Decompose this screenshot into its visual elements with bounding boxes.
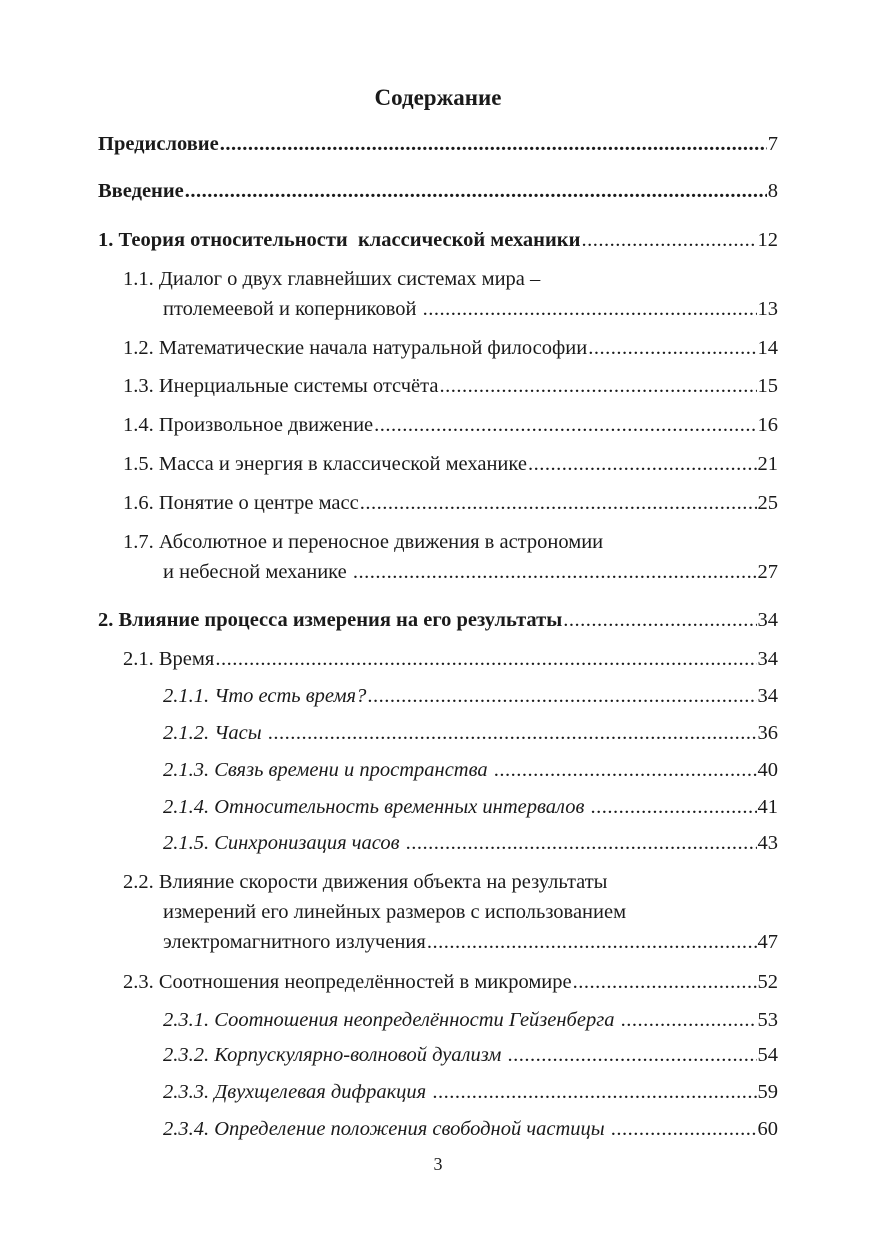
toc-entry-title: 1.6. Понятие о центре масс: [123, 492, 359, 514]
page-title: Содержание: [374, 85, 502, 110]
toc-entry-title: 2.1.1. Что есть время?: [163, 685, 367, 707]
toc-entry-title-line: 1.7. Абсолютное и переносное движения в астрономии: [123, 531, 604, 553]
toc-entry-2-1-1: [163, 682, 778, 710]
toc-entry-title: 2.1.4. Относительность временных интервалов: [163, 796, 590, 818]
toc-entry-2-3: [123, 968, 778, 996]
toc-entry-title: 1.4. Произвольное движение: [123, 414, 374, 436]
toc-entry-page: 13: [757, 298, 778, 320]
toc-entry-chapter-1: [98, 226, 778, 254]
leader-dots: [621, 1006, 757, 1034]
toc-entry-page: 52: [757, 971, 778, 993]
leader-dots: [528, 450, 757, 478]
toc-entry-page: 41: [757, 796, 778, 818]
toc-entry-page: 21: [757, 453, 778, 475]
toc-entry-title: 2.1.5. Синхронизация часов: [163, 832, 405, 854]
leader-dots: [494, 756, 757, 784]
toc-entry-title: птолемеевой и коперниковой: [163, 298, 422, 320]
leader-dots: [423, 295, 757, 323]
leader-dots: [573, 968, 757, 996]
toc-entry-page: 15: [757, 375, 778, 397]
toc-entry-2-3-4: [163, 1115, 778, 1143]
toc-entry-page: 14: [757, 337, 778, 359]
toc-entry-title: 2. Влияние процесса измерения на его результаты: [98, 609, 563, 631]
toc-entry-page: 8: [767, 180, 778, 202]
toc-entry-title: 2.1. Время: [123, 648, 215, 670]
leader-dots: [185, 177, 767, 205]
toc-entry-page: 40: [757, 759, 778, 781]
toc-entry-title: и небесной механике: [163, 561, 352, 583]
toc-entry-page: 34: [757, 609, 778, 631]
toc-entry-preface: [98, 130, 778, 158]
leader-dots: [507, 1041, 756, 1069]
toc-entry-1-6: [123, 489, 778, 517]
toc-entry-1-1: [123, 265, 778, 323]
toc-entry-title: 2.3.4. Определение положения свободной частицы: [163, 1118, 610, 1140]
toc-entry-2-3-1: [163, 1006, 778, 1034]
toc-entry-title-line: 2.2. Влияние скорости движения объекта на результаты: [123, 871, 608, 893]
toc-entry-page: 34: [757, 648, 778, 670]
toc-entry-1-3: [123, 372, 778, 400]
toc-entry-page: 59: [757, 1081, 778, 1103]
toc-entry-title: 2.3.2. Корпускулярно-волновой дуализм: [163, 1044, 507, 1066]
leader-dots: [220, 130, 767, 158]
leader-dots: [406, 829, 757, 857]
toc-entry-page: 7: [767, 133, 778, 155]
toc-entry-title-line: измерений его линейных размеров с использованием: [163, 901, 627, 923]
toc-entry-title: 2.1.3. Связь времени и пространства: [163, 759, 493, 781]
leader-dots: [432, 1078, 756, 1106]
leader-dots: [581, 226, 756, 254]
toc-entry-2-1-4: [163, 793, 778, 821]
toc-entry-title: 2.1.2. Часы: [163, 722, 267, 744]
leader-dots: [427, 928, 757, 956]
leader-dots: [367, 682, 756, 710]
toc-entry-page: 12: [757, 229, 778, 251]
toc-entry-page: 47: [757, 931, 778, 953]
toc-entry-title: Введение: [98, 180, 184, 202]
toc-entry-page: 60: [757, 1118, 778, 1140]
toc-entry-title: 1. Теория относительности классической механики: [98, 229, 581, 251]
toc-entry-page: 16: [757, 414, 778, 436]
toc-entry-2-3-2: [163, 1041, 778, 1069]
toc-entry-page: 54: [757, 1044, 778, 1066]
toc-entry-title: 2.3.3. Двухщелевая дифракция: [163, 1081, 432, 1103]
toc-entry-page: 34: [757, 685, 778, 707]
toc-entry-page: 27: [757, 561, 778, 583]
leader-dots: [611, 1115, 757, 1143]
leader-dots: [563, 606, 756, 634]
toc-entry-2-3-3: [163, 1078, 778, 1106]
toc-entry-1-2: [123, 334, 778, 362]
leader-dots: [353, 558, 757, 586]
leader-dots: [215, 645, 756, 673]
leader-dots: [374, 411, 756, 439]
toc-entry-title: Предисловие: [98, 133, 219, 155]
toc-entry-page: 53: [757, 1009, 778, 1031]
toc-entry-2-1-3: [163, 756, 778, 784]
toc-entry-page: 43: [757, 832, 778, 854]
toc-entry-introduction: [98, 177, 778, 205]
toc-entry-title: 2.3. Соотношения неопределённостей в микромире: [123, 971, 572, 993]
toc-entry-page: 25: [757, 492, 778, 514]
toc-entry-chapter-2: [98, 606, 778, 634]
leader-dots: [439, 372, 756, 400]
leader-dots: [590, 793, 756, 821]
toc-entry-title: 2.3.1. Соотношения неопределённости Гейзенберга: [163, 1009, 620, 1031]
toc-entry-2-1-2: [163, 719, 778, 747]
page-number: 3: [433, 1154, 443, 1174]
toc-entry-title: электромагнитного излучения: [163, 931, 426, 953]
toc-entry-title-line: 1.1. Диалог о двух главнейших системах мира –: [123, 268, 541, 290]
toc-entry-title: 1.2. Математические начала натуральной философии: [123, 337, 588, 359]
toc-entry-1-5: [123, 450, 778, 478]
toc-entry-page: 36: [757, 722, 778, 744]
toc-entry-2-2: [123, 868, 778, 956]
toc-entry-2-1-5: [163, 829, 778, 857]
toc-entry-title: 1.3. Инерциальные системы отсчёта: [123, 375, 439, 397]
leader-dots: [268, 719, 757, 747]
toc-entry-2-1: [123, 645, 778, 673]
toc-entry-1-7: [123, 528, 778, 586]
leader-dots: [360, 489, 757, 517]
toc-entry-title: 1.5. Масса и энергия в классической механике: [123, 453, 527, 475]
toc-entry-1-4: [123, 411, 778, 439]
leader-dots: [588, 334, 756, 362]
